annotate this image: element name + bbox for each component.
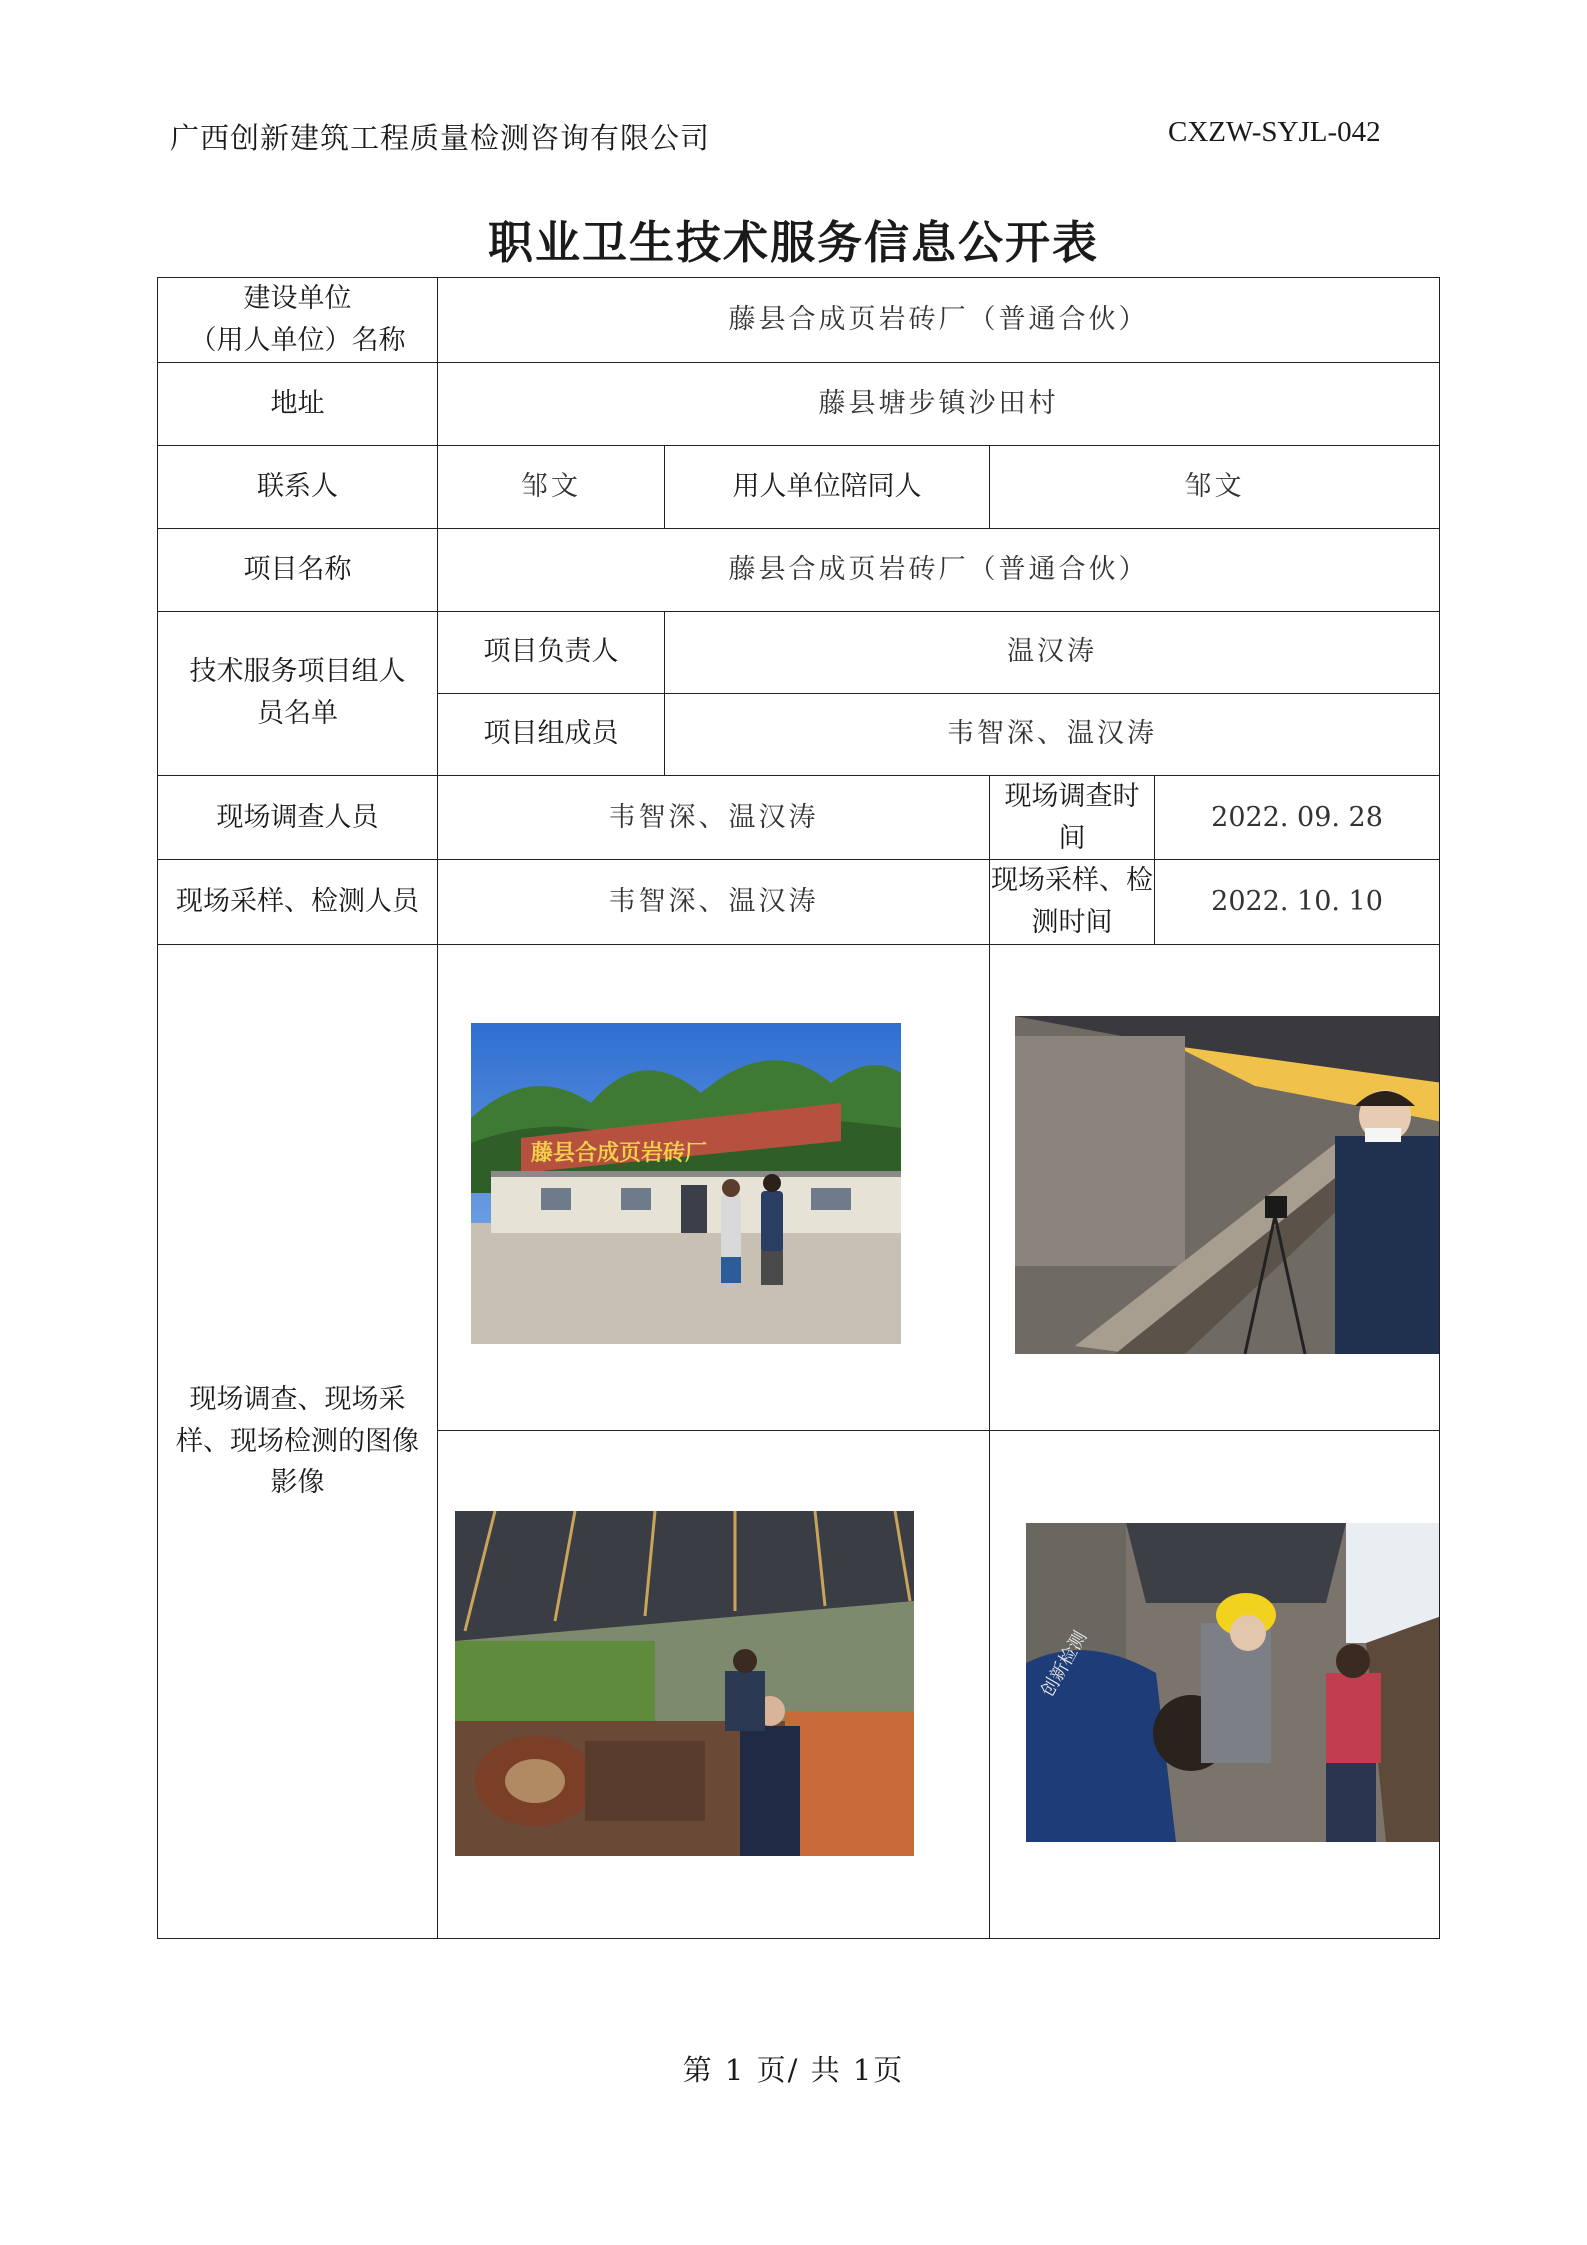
- sampling-time-label: 现场采样、检测时间: [990, 860, 1155, 945]
- sampling-time-value: 2022. 10. 10: [1155, 860, 1440, 945]
- photo-sampling-workers: [1026, 1523, 1440, 1842]
- leader-value: 温汉涛: [665, 611, 1440, 693]
- photo-cell-1: [438, 945, 990, 1431]
- unit-value: 藤县合成页岩砖厂（普通合伙）: [438, 278, 1440, 363]
- team-label: 技术服务项目组人员名单: [158, 611, 438, 775]
- page-title: 职业卫生技术服务信息公开表: [487, 216, 1099, 269]
- row-address: [158, 362, 1440, 445]
- row-leader: [158, 611, 1440, 693]
- document-code: CXZW-SYJL-042: [1168, 116, 1381, 148]
- sampling-staff-value: 韦智深、温汉涛: [438, 860, 990, 945]
- company-name: 广西创新建筑工程质量检测咨询有限公司: [170, 121, 711, 155]
- sampling-staff-label: 现场采样、检测人员: [158, 860, 438, 945]
- project-label: 项目名称: [158, 528, 438, 611]
- row-photos-top: [158, 945, 1440, 1431]
- photo-cell-4: [990, 1431, 1440, 1939]
- address-label: 地址: [158, 362, 438, 445]
- row-sampling: [158, 860, 1440, 945]
- info-table: [157, 277, 1440, 1939]
- row-survey: [158, 775, 1440, 860]
- survey-staff-label: 现场调查人员: [158, 775, 438, 860]
- address-value: 藤县塘步镇沙田村: [438, 362, 1440, 445]
- members-label: 项目组成员: [438, 693, 665, 775]
- survey-staff-value: 韦智深、温汉涛: [438, 775, 990, 860]
- page-footer: 第 1 页/ 共 1页: [682, 2053, 905, 2087]
- row-project: [158, 528, 1440, 611]
- contact-label: 联系人: [158, 445, 438, 528]
- contact-value: 邹文: [438, 445, 665, 528]
- leader-label: 项目负责人: [438, 611, 665, 693]
- survey-time-label: 现场调查时间: [990, 775, 1155, 860]
- photo-factory-entrance: [471, 1023, 901, 1344]
- members-value: 韦智深、温汉涛: [665, 693, 1440, 775]
- photo-crusher-area: [455, 1511, 914, 1856]
- vest-text: 创新检测: [1037, 1627, 1092, 1701]
- row-contact: [158, 445, 1440, 528]
- survey-time-value: 2022. 09. 28: [1155, 775, 1440, 860]
- photo-cell-3: [438, 1431, 990, 1939]
- unit-label: 建设单位 （用人单位）名称: [158, 278, 438, 363]
- factory-sign-text: 藤县合成页岩砖厂: [531, 1141, 708, 1167]
- project-value: 藤县合成页岩砖厂（普通合伙）: [438, 528, 1440, 611]
- escort-value: 邹文: [990, 445, 1440, 528]
- photo-cell-2: [990, 945, 1440, 1431]
- images-label: 现场调查、现场采样、现场检测的图像影像: [158, 945, 438, 1939]
- escort-label: 用人单位陪同人: [665, 445, 990, 528]
- row-unit: [158, 278, 1440, 363]
- photo-production-line: [1015, 1016, 1440, 1354]
